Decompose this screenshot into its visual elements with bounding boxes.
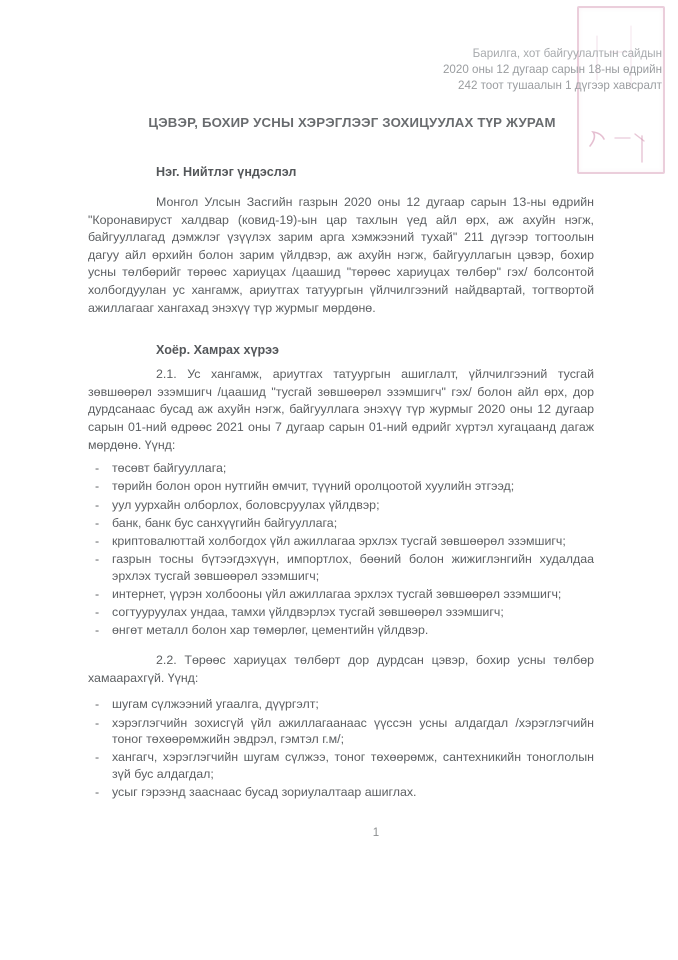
list-item xyxy=(88,551,594,584)
document-title: ЦЭВЭР, БОХИР УСНЫ ХЭРЭГЛЭЭГ ЗОХИЦУУЛАХ ТҮР ЖУРАМ xyxy=(148,115,556,130)
excluded-fees-list xyxy=(88,696,594,801)
list-item xyxy=(88,460,594,477)
list-item xyxy=(88,515,594,532)
header-note-line: 2020 оны 12 дугаар сарын 18-ны өдрийн xyxy=(442,63,662,77)
document-body xyxy=(88,163,594,803)
dash-marker: - xyxy=(95,697,100,712)
clause-2-2-paragraph: 2.2. Төрөөс хариуцах төлбөрт дор дурдсан цэвэр, бохир усны төлбөр хамаарахгүй. Үүнд: xyxy=(88,653,594,685)
covered-entities-list xyxy=(88,460,594,639)
list-item xyxy=(88,533,594,550)
list-item-text: төсөвт байгууллага; xyxy=(112,461,227,476)
list-item-text: уул уурхайн олборлох, боловсруулах үйлдвэр; xyxy=(112,497,380,512)
dash-marker: - xyxy=(95,605,100,620)
list-item-text: газрын тосны бүтээгдэхүүн, импортлох, бөөний болон жижиглэнгийн худалдаа эрхлэх тусгай зөвшөөрөл эзэмшигч; xyxy=(112,552,594,583)
section-one-heading: Нэг. Нийтлэг үндэслэл xyxy=(156,165,297,179)
list-item-text: төрийн болон орон нутгийн өмчит, түүний оролцоотой хуулийн этгээд; xyxy=(112,479,515,494)
dash-marker: - xyxy=(95,497,100,512)
page-number: 1 xyxy=(372,827,380,839)
list-item xyxy=(88,622,594,639)
section-two-heading: Хоёр. Хамрах хүрээ xyxy=(156,343,279,358)
list-item-text: криптовалюттай холбогдох үйл ажиллагаа эрхлэх тусгай зөвшөөрөл эзэмшигч; xyxy=(112,533,566,548)
list-item xyxy=(88,604,594,621)
dash-marker: - xyxy=(95,552,100,567)
header-note xyxy=(443,46,662,95)
list-item xyxy=(88,478,594,495)
list-item xyxy=(88,749,594,782)
section-one-paragraph: Монгол Улсын Засгийн газрын 2020 оны 12 дугаар сарын 13-ны өдрийн "Коронавируст халдвар (ковид-19)-ын цар тахлын үед айл өрх, аж ахуйн нэгж, байгууллагад дэмжлэг үзүүлэх зарим арга хэмжээний тухай" 211 дүгээр тогтоолын дагуу айл өрхийн болон зарим үйлдвэр, аж ахуйн нэгж, байгууллагын цэвэр, бохир усны төлбөрийг төрөөс хариуцах /цаашид "төрөөс хариуцах төлбөр" гэх/ болсонтой холбогдуулан ус хангамж, ариутгах татуургын үйлчилгээний найдвартай, тогтвортой ажиллагааг хангахад энэхүү түр журмыг мөрдөнө. xyxy=(88,195,594,315)
list-item-text: хангагч, хэрэглэгчийн шугам сүлжээ, тоног төхөөрөмж, сантехникийн тоноглолын зүй бус алдагдал; xyxy=(112,750,594,782)
list-item xyxy=(88,586,594,603)
dash-marker: - xyxy=(95,750,100,765)
list-item-text: усыг гэрээнд зааснаас бусад зориулалтаар ашиглах. xyxy=(112,785,417,800)
dash-marker: - xyxy=(95,461,100,476)
dash-marker: - xyxy=(95,533,100,548)
list-item xyxy=(88,497,594,514)
list-item-text: хэрэглэгчийн зохисгүй үйл ажиллагаанаас үүссэн усны алдагдал /хэрэглэгчийн тоног төхөөрөмжийн эвдрэл, гэмтэл г.м/; xyxy=(112,715,594,747)
list-item-text: согтууруулах ундаа, тамхи үйлдвэрлэх тусгай зөвшөөрөл эзэмшигч; xyxy=(112,605,504,620)
dash-marker: - xyxy=(95,623,100,638)
list-item-text: банк, банк бус санхүүгийн байгууллага; xyxy=(112,515,338,530)
list-item-text: интернет, үүрэн холбооны үйл ажиллагаа эрхлэх тусгай зөвшөөрөл эзэмшигч; xyxy=(112,587,562,602)
dash-marker: - xyxy=(95,479,100,494)
header-note-line: Барилга, хот байгуулалтын сайдын xyxy=(472,47,662,60)
list-item-text: өнгөт металл болон хар төмөрлөг, цементийн үйлдвэр. xyxy=(112,623,429,638)
dash-marker: - xyxy=(95,785,100,800)
list-item-text: шугам сүлжээний угаалга, дүүргэлт; xyxy=(112,697,319,712)
list-item xyxy=(88,715,594,748)
dash-marker: - xyxy=(95,715,100,730)
list-item xyxy=(88,696,594,713)
list-item xyxy=(88,784,594,801)
dash-marker: - xyxy=(95,515,100,530)
header-note-line: 242 тоот тушаалын 1 дүгээр хавсралт xyxy=(458,79,662,93)
clause-2-1-paragraph: 2.1. Ус хангамж, ариутгах татуургын ашиглалт, үйлчилгээний тусгай зөвшөөрөл эзэмшигч /цаашид "тусгай зөвшөөрөл эзэмшигч" гэх/ болон айл өрх, дор дурдсанаас бусад аж ахуйн нэгж, байгууллага энэхүү түр журмыг 2020 оны 12 дугаар сарын 01-ний өдрөөс 2021 оны 7 дугаар сарын 01-ний өдрийг хүртэл хугацаанд дагаж мөрдөнө. Үүнд: xyxy=(88,367,594,452)
dash-marker: - xyxy=(95,587,100,602)
